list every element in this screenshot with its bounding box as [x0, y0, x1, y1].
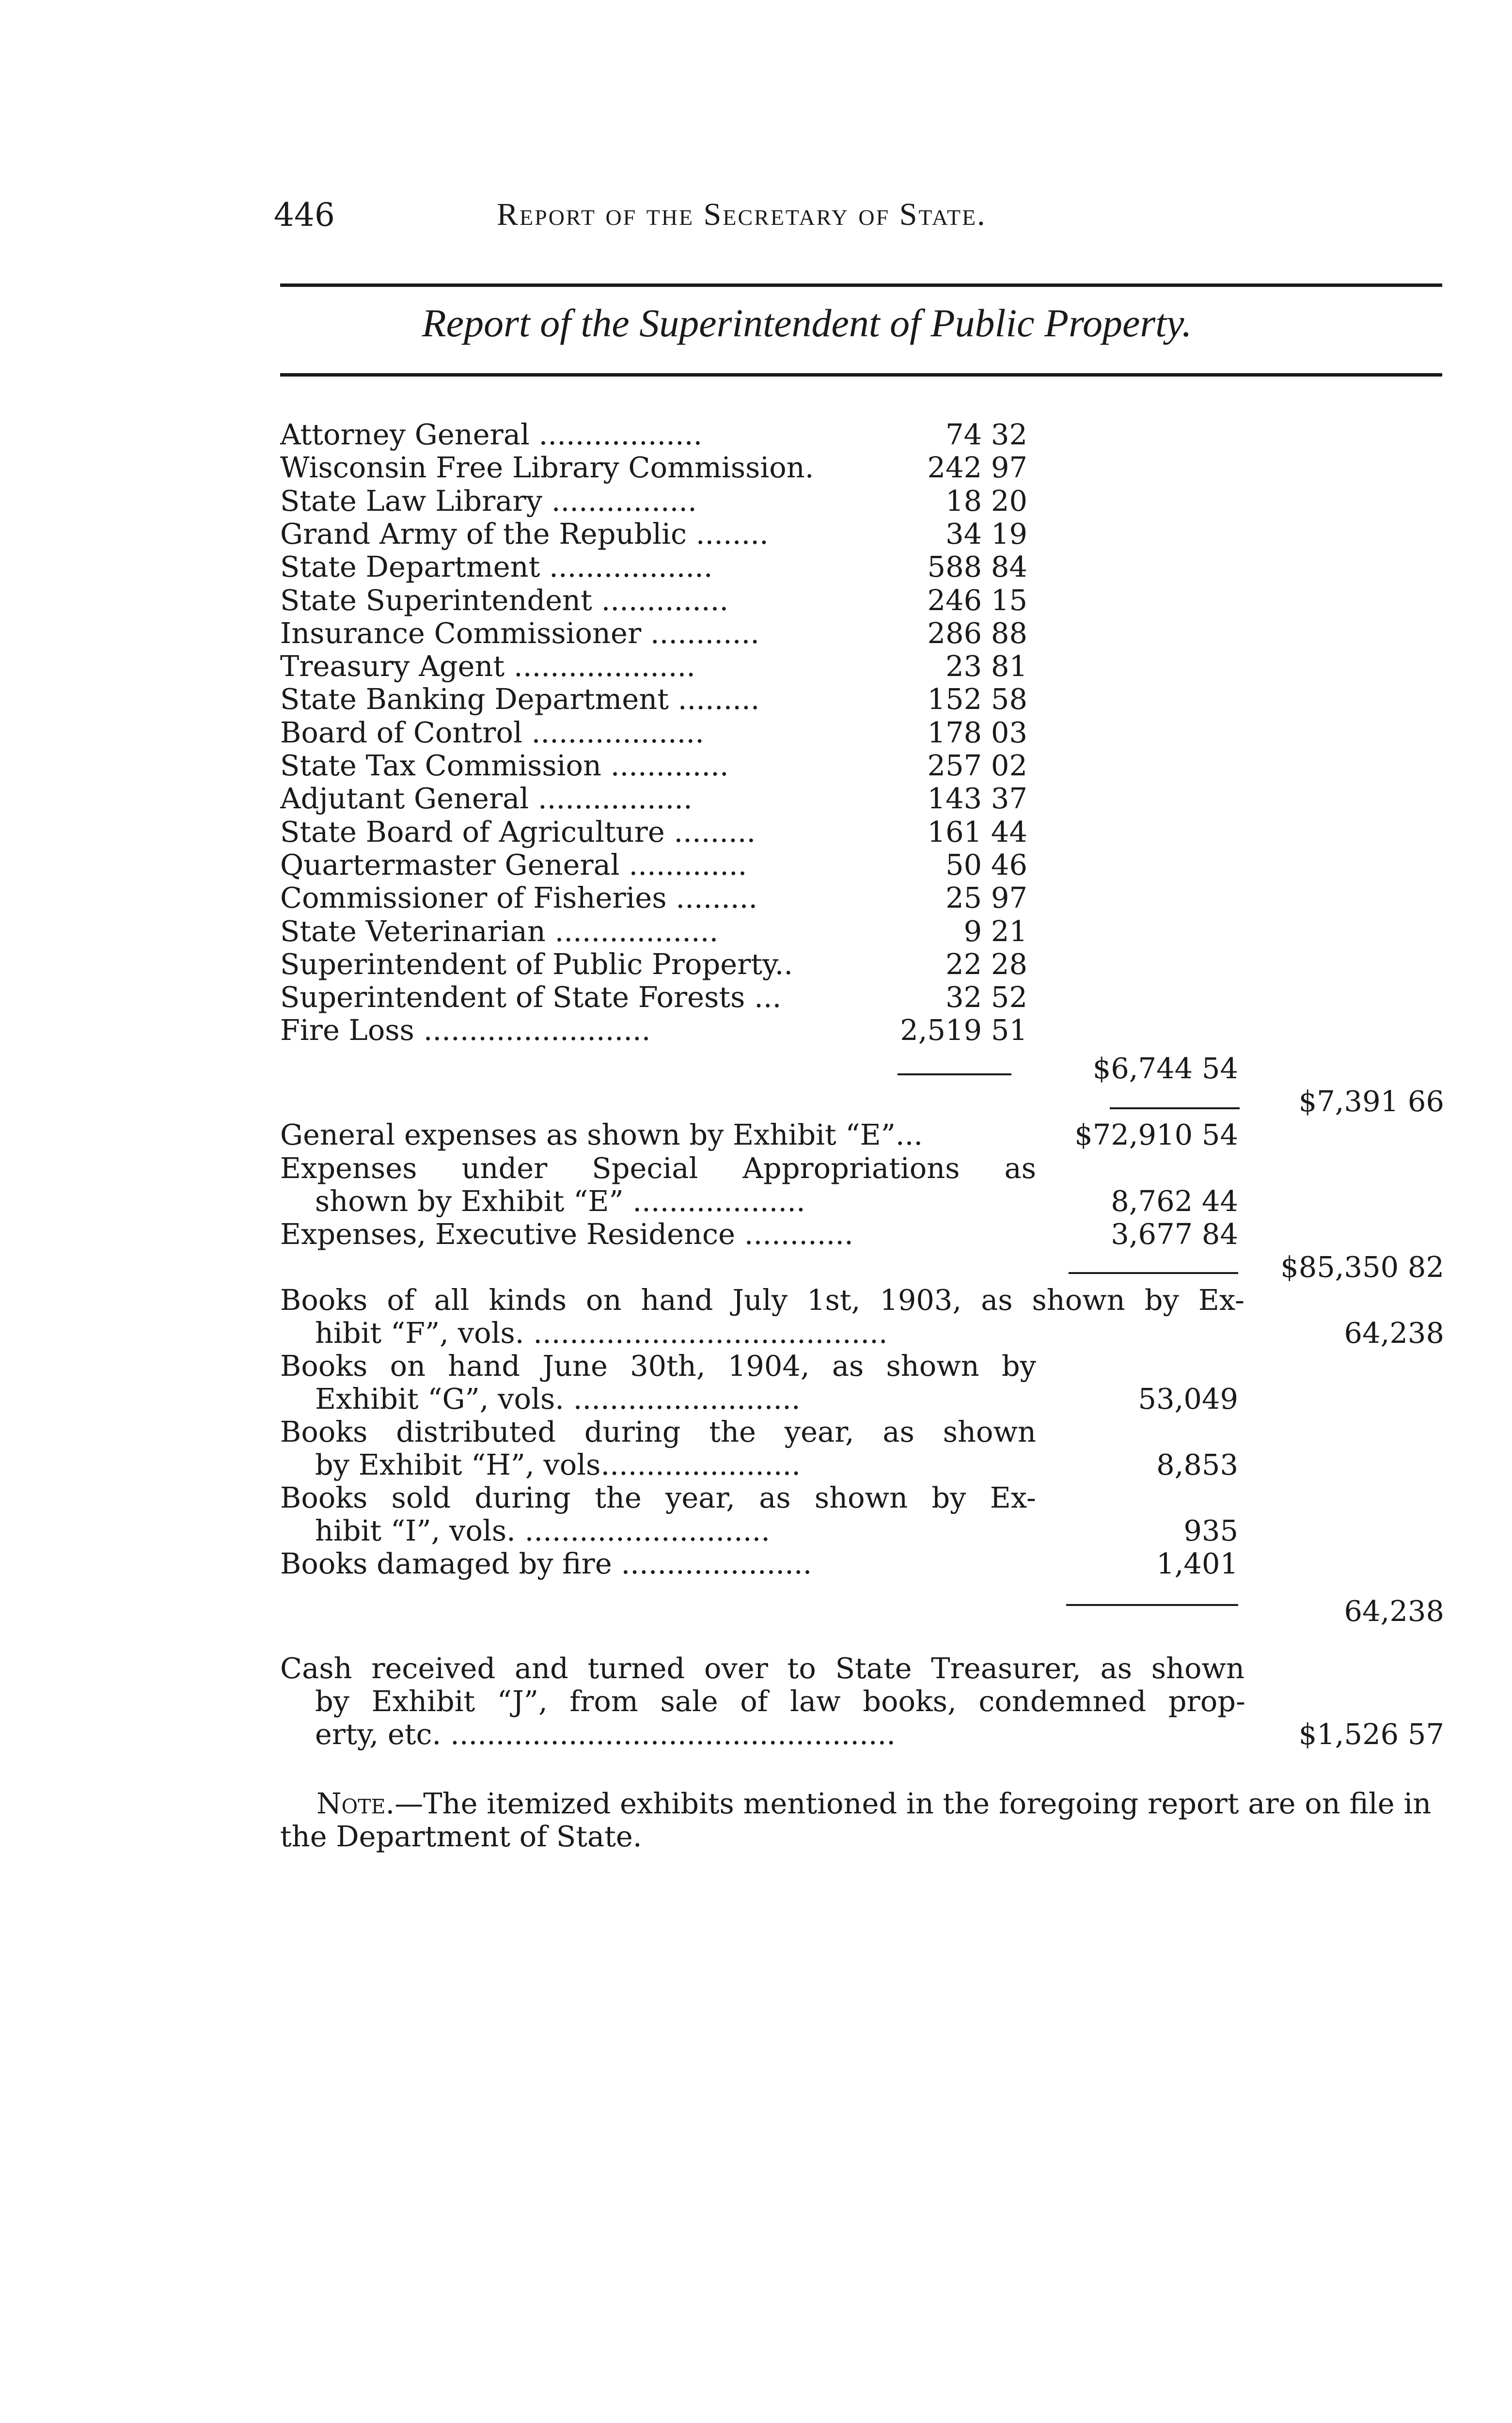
department-label: Fire Loss ......................... [280, 1013, 651, 1047]
footnote [280, 1787, 1443, 1853]
department-label: State Banking Department ......... [280, 682, 760, 716]
cash-line: Cash received and turned over to State Treasurer, as shown [280, 1652, 1244, 1685]
books-item-amount: 53,049 [1138, 1382, 1238, 1416]
department-amount: 257 02 [927, 749, 1027, 782]
separator-rule [1066, 1604, 1238, 1606]
books-item-line: by Exhibit “H”, vols...................... [315, 1448, 801, 1481]
books-item-line: Exhibit “G”, vols. ......................... [315, 1382, 801, 1416]
department-label: Attorney General .................. [280, 418, 703, 451]
total-departments: $7,391 66 [1298, 1085, 1444, 1118]
department-amount: 34 19 [945, 517, 1027, 551]
department-amount: 18 20 [945, 484, 1027, 518]
department-amount: 32 52 [945, 980, 1027, 1014]
cash-line: by Exhibit “J”, from sale of law books, condemned prop- [315, 1684, 1245, 1718]
expense-label: General expenses as shown by Exhibit “E”... [280, 1118, 923, 1151]
subtitle-rule [280, 373, 1442, 377]
department-amount: 152 58 [927, 682, 1027, 716]
department-amount: 246 15 [927, 583, 1027, 617]
report-subtitle: Report of the Superintendent of Public Property. [422, 301, 1192, 345]
department-label: Superintendent of Public Property.. [280, 947, 793, 981]
expense-amount: 3,677 84 [1111, 1217, 1238, 1251]
cash-amount: $1,526 57 [1298, 1717, 1444, 1751]
books-on-hand-total: 64,238 [1344, 1316, 1444, 1350]
department-label: Adjutant General ................. [280, 782, 693, 815]
department-amount: 286 88 [927, 616, 1027, 650]
department-amount: 242 97 [927, 451, 1027, 484]
books-damaged-label: Books damaged by fire ..................... [280, 1547, 812, 1580]
books-damaged-amount: 1,401 [1156, 1547, 1238, 1580]
department-amount: 2,519 51 [900, 1013, 1027, 1047]
department-amount: 178 03 [927, 716, 1027, 749]
department-label: State Superintendent .............. [280, 583, 729, 617]
expense-amount: 8,762 44 [1111, 1184, 1238, 1218]
department-label: State Law Library ................ [280, 484, 697, 518]
department-label: State Department .................. [280, 550, 713, 583]
department-label: State Board of Agriculture ......... [280, 815, 756, 849]
department-label: Grand Army of the Republic ........ [280, 517, 769, 551]
department-label: Board of Control ................... [280, 716, 704, 749]
department-label: Insurance Commissioner ............ [280, 616, 759, 650]
page-number: 446 [274, 196, 335, 234]
department-amount: 22 28 [945, 947, 1027, 981]
total-expenses: $85,350 82 [1280, 1250, 1444, 1284]
department-amount: 143 37 [927, 782, 1027, 815]
department-amount: 74 32 [945, 418, 1027, 451]
note-label: Note. [316, 1787, 395, 1820]
books-item-amount: 935 [1183, 1514, 1238, 1547]
separator-rule [1069, 1272, 1238, 1274]
header-rule [280, 283, 1442, 287]
separator-rule [898, 1073, 1011, 1075]
department-label: Superintendent of State Forests ... [280, 980, 782, 1014]
note-text: —The itemized exhibits mentioned in the foregoing report are on file in the Department of State. [280, 1787, 1432, 1853]
department-amount: 9 21 [963, 914, 1027, 948]
expense-label: Expenses, Executive Residence ............ [280, 1217, 853, 1251]
books-item-line: Books sold during the year, as shown by Ex- [280, 1481, 1036, 1514]
department-label: Treasury Agent .................... [280, 649, 696, 683]
books-on-hand-line: hibit “F”, vols. ....................................... [315, 1316, 888, 1350]
expense-label: Expenses under Special Appropriations as [280, 1151, 1036, 1185]
books-item-line: hibit “I”, vols. ........................... [315, 1514, 770, 1547]
department-label: Wisconsin Free Library Commission. [280, 451, 814, 484]
books-item-line: Books distributed during the year, as shown [280, 1415, 1036, 1448]
department-label: State Tax Commission ............. [280, 749, 729, 782]
expense-amount: $72,910 54 [1074, 1118, 1238, 1151]
department-amount: 588 84 [927, 550, 1027, 583]
subtotal-departments: $6,744 54 [1092, 1052, 1238, 1085]
department-amount: 25 97 [945, 881, 1027, 914]
books-on-hand-line: Books of all kinds on hand July 1st, 1903, as shown by Ex- [280, 1283, 1244, 1317]
department-label: State Veterinarian .................. [280, 914, 719, 948]
separator-rule [1110, 1107, 1240, 1109]
cash-line: erty, etc. ................................................. [315, 1717, 896, 1751]
running-title: Report of the Secretary of State. [497, 197, 987, 232]
books-item-line: Books on hand June 30th, 1904, as shown by [280, 1349, 1036, 1383]
department-label: Quartermaster General ............. [280, 848, 747, 881]
books-total: 64,238 [1344, 1594, 1444, 1628]
department-label: Commissioner of Fisheries ......... [280, 881, 758, 914]
department-amount: 161 44 [927, 815, 1027, 849]
department-amount: 23 81 [945, 649, 1027, 683]
books-item-amount: 8,853 [1156, 1448, 1238, 1481]
department-amount: 50 46 [945, 848, 1027, 881]
expense-label: shown by Exhibit “E” ................... [315, 1184, 805, 1218]
